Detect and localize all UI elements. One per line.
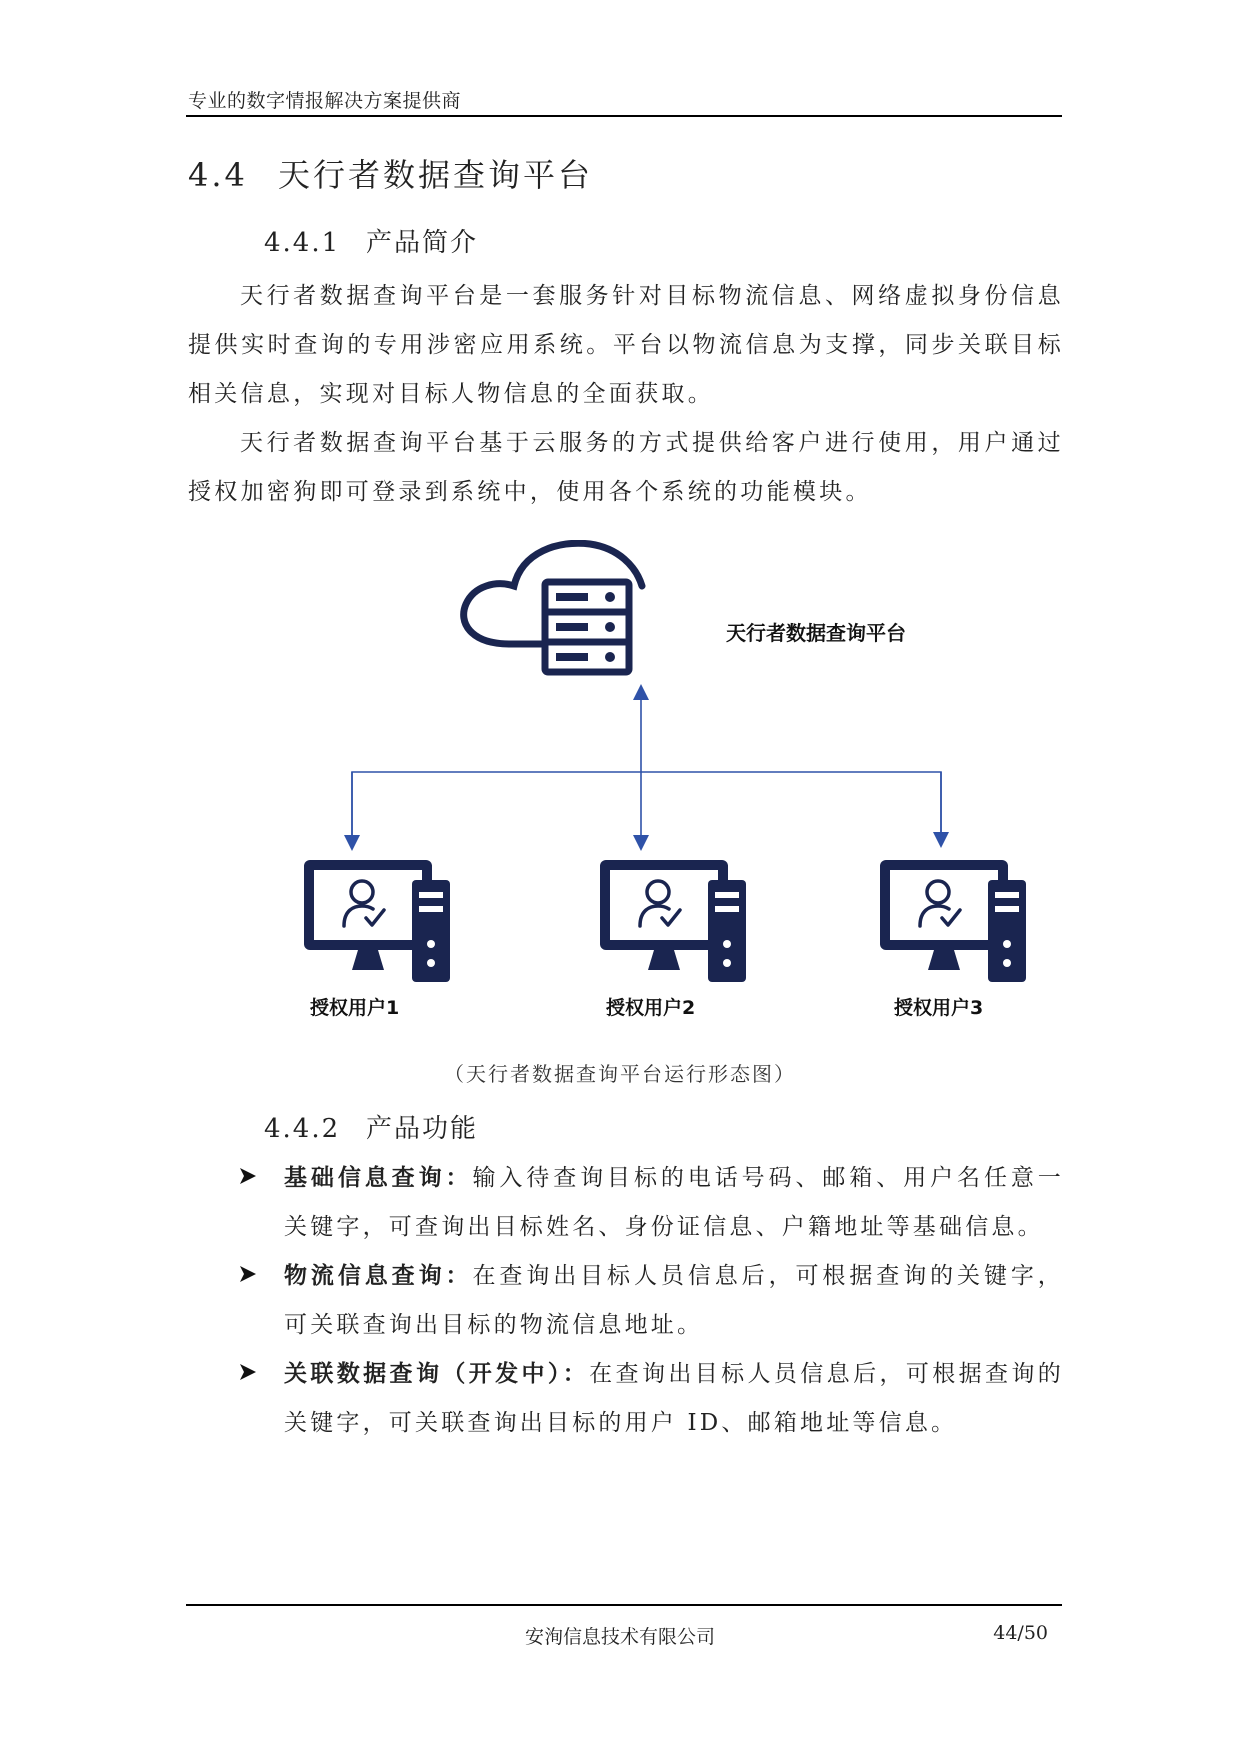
section-heading [188, 150, 593, 196]
user-label-3: 授权用户3 [894, 997, 984, 1019]
feature-text: 输入待查询目标的电话号码、邮箱、用户名任意一关键字，可查询出目标姓名、身份证信息、户籍地址等基础信息。 [284, 1165, 1064, 1240]
header-rule [186, 115, 1062, 117]
page-header: 专业的数字情报解决方案提供商 [188, 90, 462, 112]
arrow-bullet-icon [238, 1264, 258, 1284]
subsection-title: 产品功能 [366, 1114, 479, 1144]
subsection-heading-intro [264, 222, 478, 259]
platform-label: 天行者数据查询平台 [726, 621, 906, 645]
feature-title: 基础信息查询： [284, 1165, 473, 1191]
section-number: 4.4 [188, 156, 248, 194]
diagram-caption: （天行者数据查询平台运行形态图） [444, 1062, 796, 1086]
subsection-heading-features [264, 1108, 478, 1145]
footer-company: 安洵信息技术有限公司 [524, 1626, 715, 1648]
arrow-bullet-icon [238, 1362, 258, 1382]
connector-lines [352, 692, 941, 843]
page-number: 44/50 [993, 1622, 1048, 1644]
intro-paragraph-1: 天行者数据查询平台是一套服务针对目标物流信息、网络虚拟身份信息提供实时查询的专用涉密应用系统。平台以物流信息为支撑，同步关联目标相关信息，实现对目标人物信息的全面获取。 [188, 283, 1064, 407]
feature-text: 在查询出目标人员信息后，可根据查询的关键字，可关联查询出目标的用户 ID、邮箱地址等信息。 [284, 1361, 1064, 1436]
cloud-server-icon [464, 543, 642, 672]
feature-text: 在查询出目标人员信息后，可根据查询的关键字，可关联查询出目标的物流信息地址。 [284, 1263, 1064, 1338]
user-computer-icon-3 [880, 860, 1026, 982]
subsection-title: 产品简介 [366, 228, 479, 258]
user-computer-icon-2 [600, 860, 746, 982]
intro-paragraph-2: 天行者数据查询平台基于云服务的方式提供给客户进行使用，用户通过授权加密狗即可登录到系统中，使用各个系统的功能模块。 [188, 430, 1064, 505]
subsection-number: 4.4.2 [264, 1114, 341, 1144]
subsection-number: 4.4.1 [264, 228, 341, 258]
feature-title: 物流信息查询： [284, 1263, 473, 1289]
feature-title: 关联数据查询（开发中）： [284, 1361, 590, 1387]
arrow-bullet-icon [238, 1166, 258, 1186]
user-label-1: 授权用户1 [310, 997, 400, 1019]
user-label-2: 授权用户2 [606, 997, 696, 1019]
footer-rule [186, 1604, 1062, 1606]
user-computer-icon-1 [304, 860, 450, 982]
section-title: 天行者数据查询平台 [278, 156, 594, 194]
platform-diagram [300, 540, 1040, 1020]
